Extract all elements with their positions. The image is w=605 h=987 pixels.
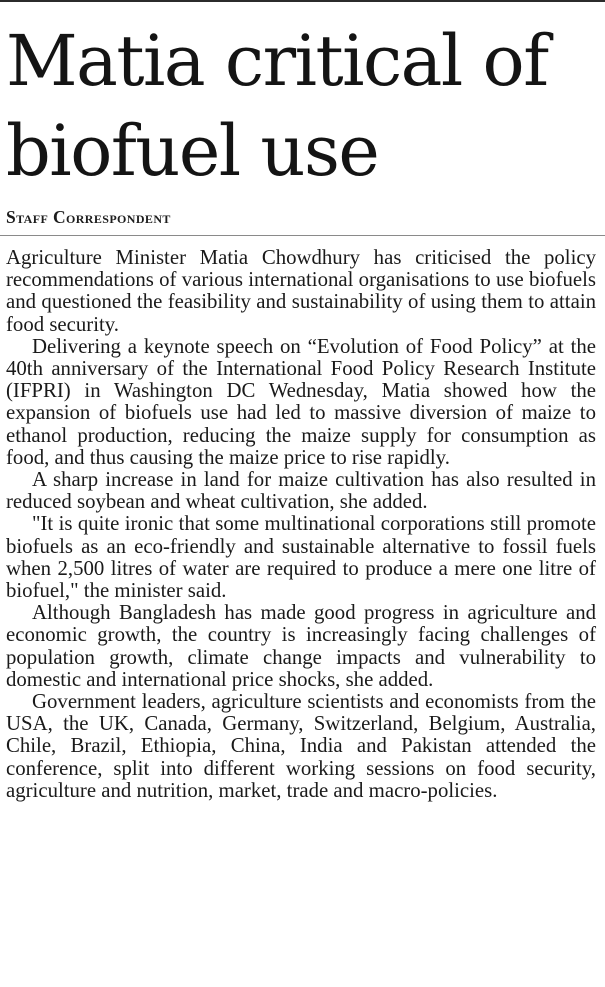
headline-line-1: Matia critical of [6, 20, 548, 102]
paragraph-2: Delivering a keynote speech on “Evolution of Food Policy” at the 40th anniversary of the International Food Policy Research Institute (IFPRI) in Washington DC Wednesday, Matia showed how the expansion of biofuels use had led to massive diversion of maize to ethanol production, reducing the maize supply for consumption as food, and thus causing the maize price to rise rapidly. [6, 334, 596, 469]
paragraph-3: A sharp increase in land for maize cultivation has also resulted in reduced soybean and wheat cultivation, she added. [6, 468, 596, 514]
top-rule [0, 0, 605, 2]
paragraph-5: Although Bangladesh has made good progress in agriculture and economic growth, the country is increasingly facing challenges of population growth, climate change impacts and vulnerability to domestic and international price shocks, she added. [6, 601, 596, 691]
headline [6, 16, 602, 196]
byline-rule [0, 235, 605, 236]
byline: Staff Correspondent [6, 207, 171, 227]
paragraph-6: Government leaders, agriculture scientists and economists from the USA, the UK, Canada, Germany, Switzerland, Belgium, Australia, Chile, Brazil, Ethiopia, China, India and Pakistan attended the conference, split into different working sessions on food security, agriculture and nutrition, market, trade and macro-policies. [6, 690, 596, 802]
paragraph-1: Agriculture Minister Matia Chowdhury has criticised the policy recommendations of various international organisations to use biofuels and questioned the feasibility and sustainability of using them to attain food security. [6, 246, 596, 336]
paragraph-4: "It is quite ironic that some multinational corporations still promote biofuels as an eco-friendly and sustainable alternative to fossil fuels when 2,500 litres of water are required to produce a mere one litre of biofuel," the minister said. [6, 512, 596, 603]
headline-line-2: biofuel use [6, 110, 379, 192]
article-body [6, 247, 596, 802]
